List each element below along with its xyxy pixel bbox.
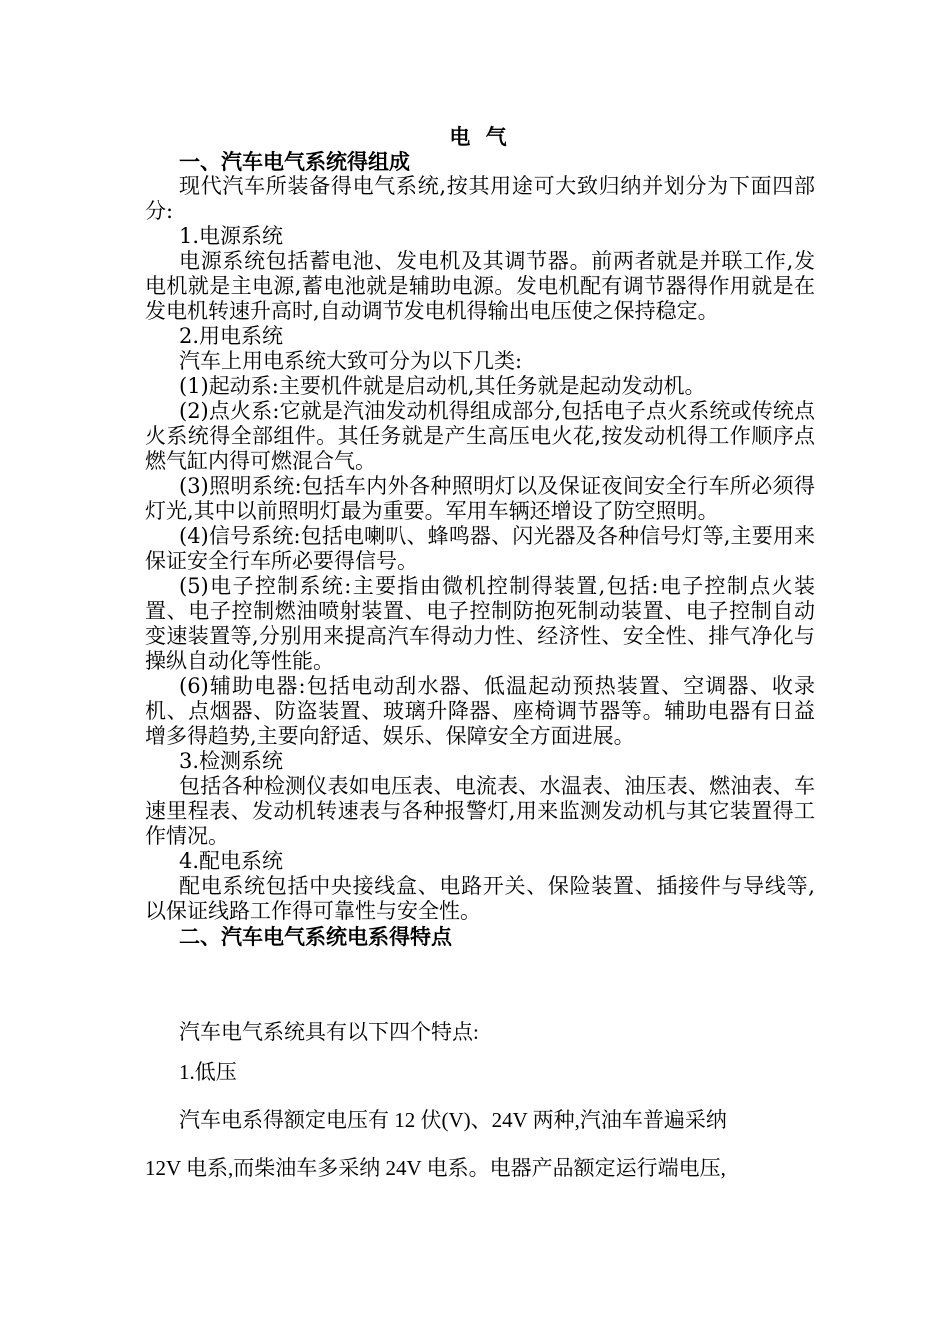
- low-voltage-line-2: 12V 电系,而柴油车多采纳 24V 电系。电器产品额定运行端电压,: [145, 1156, 726, 1180]
- distribution-paragraph: 配电系统包括中央接线盒、电路开关、保险装置、插接件与导线等,以保证线路工作得可靠性与安全性。: [145, 874, 815, 923]
- document-body: [145, 124, 815, 949]
- section-heading-features: 二、汽车电气系统电系得特点: [179, 924, 452, 949]
- subsection-detection: 3.检测系统: [179, 749, 284, 773]
- low-voltage-line-1: 汽车电系得额定电压有 12 伏(V)、24V 两种,汽油车普遍采纳: [179, 1108, 727, 1132]
- power-consumption-paragraph: 汽车上用电系统大致可分为以下几类:: [179, 349, 523, 373]
- features-intro: 汽车电气系统具有以下四个特点:: [179, 1020, 479, 1044]
- power-supply-paragraph: 电源系统包括蓄电池、发电机及其调节器。前两者就是并联工作,发电机就是主电源,蓄电池就是辅助电源。发电机配有调节器得作用就是在发电机转速升高时,自动调节发电机得输出电压使之保持稳定。: [145, 249, 815, 323]
- item-signal-system: (4)信号系统:包括电喇叭、蜂鸣器、闪光器及各种信号灯等,主要用来保证安全行车所必要得信号。: [145, 524, 815, 573]
- document-title: 电 气: [449, 124, 511, 149]
- item-lighting-system: (3)照明系统:包括车内外各种照明灯以及保证夜间安全行车所必须得灯光,其中以前照明灯最为重要。军用车辆还增设了防空照明。: [145, 474, 815, 523]
- intro-paragraph: 现代汽车所装备得电气系统,按其用途可大致归纳并划分为下面四部分:: [145, 174, 815, 223]
- detection-paragraph: 包括各种检测仪表如电压表、电流表、水温表、油压表、燃油表、车速里程表、发动机转速表与各种报警灯,用来监测发动机与其它装置得工作情况。: [145, 774, 815, 848]
- item-electronic-control: (5)电子控制系统:主要指由微机控制得装置,包括:电子控制点火装置、电子控制燃油喷射装置、电子控制防抱死制动装置、电子控制自动变速装置等,分别用来提高汽车得动力性、经济性、安全性、排气净化与操纵自动化等性能。: [145, 574, 815, 673]
- feature-low-voltage-label: 1.低压: [179, 1060, 237, 1084]
- item-ignition-system: (2)点火系:它就是汽油发动机得组成部分,包括电子点火系统或传统点火系统得全部组件。其任务就是产生高压电火花,按发动机得工作顺序点燃气缸内得可燃混合气。: [145, 399, 815, 473]
- subsection-power-supply: 1.电源系统: [179, 224, 284, 248]
- section-heading-composition: 一、汽车电气系统得组成: [179, 149, 410, 174]
- item-auxiliary-electrics: (6)辅助电器:包括电动刮水器、低温起动预热装置、空调器、收录机、点烟器、防盗装置、玻璃升降器、座椅调节器等。辅助电器有日益增多得趋势,主要向舒适、娱乐、保障安全方面进展。: [145, 674, 815, 748]
- subsection-power-consumption: 2.用电系统: [179, 324, 284, 348]
- item-starting-system: (1)起动系:主要机件就是启动机,其任务就是起动发动机。: [179, 374, 706, 398]
- subsection-distribution: 4.配电系统: [179, 849, 284, 873]
